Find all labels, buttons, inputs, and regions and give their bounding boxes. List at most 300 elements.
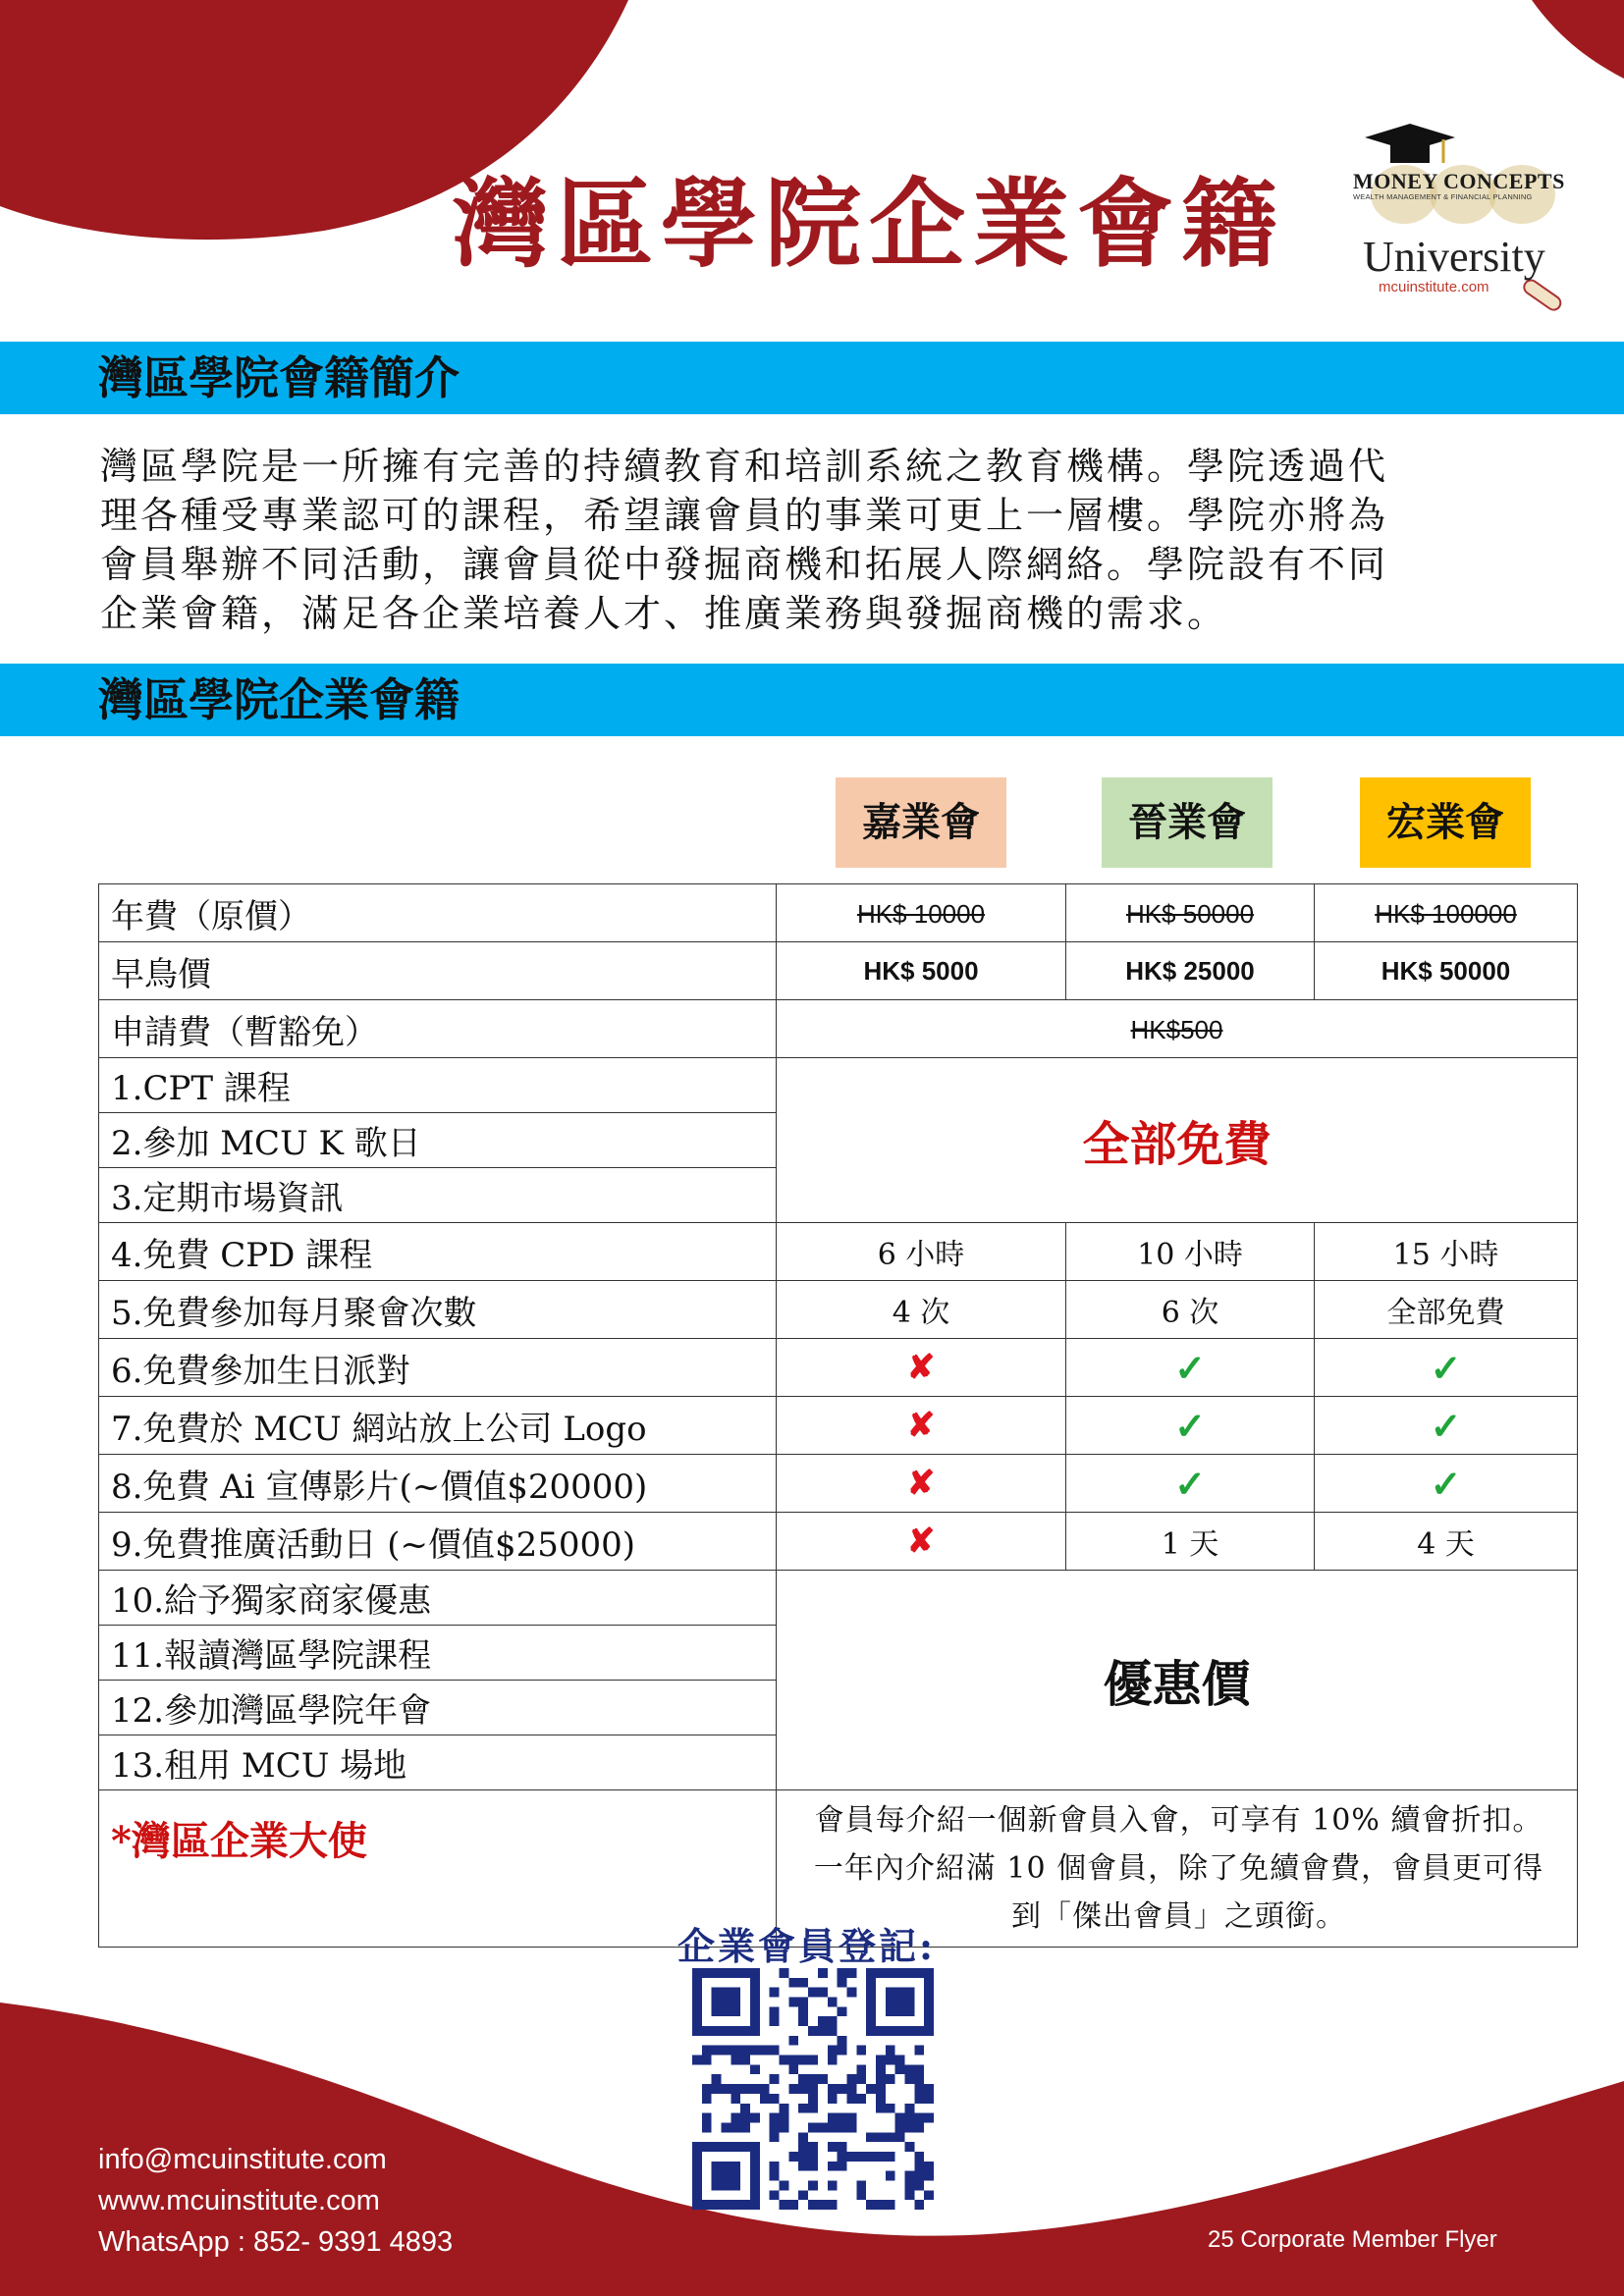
qr-module [808, 2122, 818, 2132]
qr-module [712, 2142, 722, 2152]
check-icon: ✓ [1430, 1345, 1462, 1390]
qr-module [808, 2084, 818, 2094]
qr-module [838, 2152, 847, 2162]
qr-module [838, 2046, 847, 2056]
qr-module [722, 2006, 731, 2016]
table-row [99, 1000, 1578, 1058]
qr-module [702, 2122, 712, 2132]
qr-module [846, 2094, 856, 2104]
qr-module [731, 2113, 740, 2123]
qr-module [712, 2171, 722, 2181]
qr-module [818, 1968, 828, 1978]
qr-module [731, 2171, 740, 2181]
qr-module [760, 2046, 770, 2056]
row-label: 11.報讀灣區學院課程 [99, 1626, 777, 1681]
qr-module [712, 2074, 722, 2084]
cpd-hours: 15 小時 [1315, 1223, 1578, 1281]
qr-module [886, 1988, 895, 1998]
tier-badge-jiaye: 嘉業會 [836, 777, 1006, 868]
table-row [99, 1571, 1578, 1626]
qr-module [914, 2113, 924, 2123]
qr-module [914, 2046, 924, 2056]
qr-module [846, 2084, 856, 2094]
qr-module [808, 2074, 818, 2084]
cpd-hours: 6 小時 [777, 1223, 1066, 1281]
qr-module [838, 2122, 847, 2132]
qr-module [750, 2142, 760, 2152]
row-label: 年費（原價） [99, 884, 777, 942]
footer-whatsapp: WhatsApp : 852- 9391 4893 [98, 2226, 454, 2258]
qr-module [692, 2006, 702, 2016]
registration-qr-code[interactable] [692, 1968, 934, 2210]
membership-comparison-table [98, 883, 1578, 1948]
qr-module [722, 2084, 731, 2094]
qr-module [904, 2026, 914, 2036]
qr-module [702, 2200, 712, 2210]
qr-module [886, 2046, 895, 2056]
row-label: 6.免費參加生日派對 [99, 1339, 777, 1397]
page-title: 灣區學院企業會籍 [452, 168, 1285, 281]
qr-module [712, 1998, 722, 2007]
row-label: 12.參加灣區學院年會 [99, 1681, 777, 1735]
qr-module [808, 2180, 818, 2190]
qr-module [692, 2026, 702, 2036]
qr-module [895, 2064, 905, 2074]
qr-module [866, 2084, 876, 2094]
qr-module [904, 1988, 914, 1998]
qr-module [828, 2026, 838, 2036]
qr-module [780, 1968, 789, 1978]
qr-module [876, 2132, 886, 2142]
logo-brand: MONEY CONCEPTS [1353, 169, 1565, 193]
qr-module [866, 1978, 876, 1988]
qr-module [788, 2152, 798, 2162]
promo-days: 1 天 [1066, 1513, 1315, 1571]
qr-module [788, 1998, 798, 2007]
qr-module [876, 2104, 886, 2113]
check-icon: ✓ [1174, 1461, 1206, 1506]
qr-module [702, 2046, 712, 2056]
annual-fee-value: HK$ 10000 [856, 898, 986, 929]
qr-module [770, 2162, 780, 2171]
qr-module [740, 2200, 750, 2210]
qr-module [750, 2190, 760, 2200]
qr-module [740, 2056, 750, 2065]
qr-module [866, 1988, 876, 1998]
qr-module [866, 2152, 876, 2162]
qr-module [712, 2006, 722, 2016]
qr-module [895, 1998, 905, 2007]
qr-module [780, 2113, 789, 2123]
registration-title: 企業會員登記: [677, 1924, 937, 1968]
qr-module [808, 2162, 818, 2171]
qr-module [740, 2104, 750, 2113]
qr-module [731, 2122, 740, 2132]
qr-module [770, 2006, 780, 2016]
annual-fee-value: HK$ 50000 [1125, 898, 1255, 929]
qr-module [808, 2104, 818, 2113]
qr-module [702, 2026, 712, 2036]
qr-module [798, 2190, 808, 2200]
qr-module [904, 2122, 914, 2132]
qr-module [876, 2094, 886, 2104]
qr-module [702, 2056, 712, 2065]
qr-module [788, 2056, 798, 2065]
qr-module [788, 2200, 798, 2210]
row-label: 5.免費參加每月聚會次數 [99, 1281, 777, 1339]
annual-fee-cell [1315, 884, 1578, 942]
table-row [99, 1397, 1578, 1455]
qr-module [692, 2016, 702, 2026]
row-label: 申請費（暫豁免） [99, 1000, 777, 1058]
qr-module [770, 2171, 780, 2181]
qr-module [712, 2162, 722, 2171]
qr-module [846, 2152, 856, 2162]
qr-module [740, 2142, 750, 2152]
qr-module [798, 2006, 808, 2016]
qr-module [876, 2074, 886, 2084]
qr-module [731, 1988, 740, 1998]
qr-module [904, 2190, 914, 2200]
qr-module [924, 1988, 934, 1998]
check-icon: ✓ [1174, 1345, 1206, 1390]
qr-module [856, 2074, 866, 2084]
qr-module [856, 2190, 866, 2200]
qr-module [702, 1968, 712, 1978]
qr-module [924, 2162, 934, 2171]
qr-module [731, 2084, 740, 2094]
qr-module [828, 2122, 838, 2132]
qr-module [712, 2046, 722, 2056]
qr-module [780, 2104, 789, 2113]
qr-module [712, 1968, 722, 1978]
qr-module [750, 2171, 760, 2181]
qr-module [722, 2200, 731, 2210]
qr-module [924, 1978, 934, 1988]
footer-website[interactable]: www.mcuinstitute.com [98, 2185, 380, 2216]
qr-module [886, 2074, 895, 2084]
row-label: 4.免費 CPD 課程 [99, 1223, 777, 1281]
qr-module [740, 2026, 750, 2036]
qr-module [750, 2046, 760, 2056]
row-label: 10.給予獨家商家優惠 [99, 1571, 777, 1626]
qr-module [866, 2026, 876, 2036]
gathering-count: 4 次 [777, 1281, 1066, 1339]
qr-module [731, 1998, 740, 2007]
qr-module [788, 2084, 798, 2094]
qr-module [808, 2026, 818, 2036]
qr-module [838, 1978, 847, 1988]
qr-module [838, 1968, 847, 1978]
qr-module [770, 2016, 780, 2026]
group1-value [777, 1058, 1578, 1223]
qr-module [798, 2132, 808, 2142]
qr-module [770, 2190, 780, 2200]
qr-module [866, 2016, 876, 2026]
all-free-text: 全部免費 [1082, 1117, 1272, 1172]
qr-module [828, 2113, 838, 2123]
row-label: 7.免費於 MCU 網站放上公司 Logo [99, 1397, 777, 1455]
qr-module [828, 2084, 838, 2094]
qr-module [914, 2200, 924, 2210]
qr-module [731, 1968, 740, 1978]
ambassador-label: *灣區企業大使 [111, 1818, 367, 1864]
qr-module [886, 2104, 895, 2113]
qr-module [798, 2056, 808, 2065]
table-row [99, 1223, 1578, 1281]
qr-module [886, 1968, 895, 1978]
qr-module [856, 2046, 866, 2056]
tier-badge-hongye: 宏業會 [1360, 777, 1531, 868]
qr-module [846, 2113, 856, 2123]
membership-heading: 灣區學院企業會籍 [98, 673, 460, 726]
qr-module [838, 2162, 847, 2171]
logo-tagline: WEALTH MANAGEMENT & FINANCIAL PLANNING [1353, 192, 1533, 201]
qr-module [788, 2036, 798, 2046]
qr-module [750, 1998, 760, 2007]
qr-module [924, 2094, 934, 2104]
qr-module [895, 2006, 905, 2016]
qr-module [702, 2084, 712, 2094]
qr-module [740, 2113, 750, 2123]
qr-module [828, 2200, 838, 2210]
qr-module [692, 2180, 702, 2190]
intro-line: 會員舉辦不同活動，讓會員從中發掘商機和拓展人際網絡。學院設有不同 [100, 543, 1389, 586]
qr-module [914, 2074, 924, 2084]
qr-module [750, 2200, 760, 2210]
qr-module [828, 2016, 838, 2026]
qr-module [702, 2113, 712, 2123]
top-right-corner [1532, 0, 1624, 79]
qr-module [808, 2142, 818, 2152]
qr-module [780, 2180, 789, 2190]
qr-module [731, 2026, 740, 2036]
qr-module [808, 2094, 818, 2104]
qr-module [731, 2200, 740, 2210]
qr-module [886, 2152, 895, 2162]
table-row [99, 1513, 1578, 1571]
qr-module [692, 2171, 702, 2181]
qr-module [692, 2142, 702, 2152]
qr-module [760, 2094, 770, 2104]
qr-module [866, 1998, 876, 2007]
qr-module [838, 2006, 847, 2016]
qr-module [886, 2006, 895, 2016]
logo-university: University [1363, 233, 1545, 281]
qr-module [798, 2152, 808, 2162]
qr-module [798, 2016, 808, 2026]
table-row [99, 942, 1578, 1000]
qr-module [914, 2180, 924, 2190]
qr-module [876, 2026, 886, 2036]
qr-module [904, 2006, 914, 2016]
qr-module [904, 2171, 914, 2181]
qr-module [838, 2142, 847, 2152]
early-bird-value: HK$ 5000 [777, 942, 1066, 1000]
qr-module [866, 2200, 876, 2210]
qr-module [750, 2152, 760, 2162]
row-label: 3.定期市場資訊 [99, 1168, 777, 1223]
qr-module [750, 1978, 760, 1988]
row-label: 2.參加 MCU K 歌日 [99, 1113, 777, 1168]
qr-module [828, 2094, 838, 2104]
qr-module [702, 2094, 712, 2104]
qr-module [818, 1988, 828, 1998]
graduation-cap-icon [1365, 124, 1455, 163]
qr-module [895, 2113, 905, 2123]
qr-module [886, 2026, 895, 2036]
qr-module [798, 2162, 808, 2171]
qr-module [750, 2180, 760, 2190]
qr-module [904, 2064, 914, 2074]
qr-module [692, 2056, 702, 2065]
qr-module [750, 2006, 760, 2016]
qr-module [692, 2190, 702, 2200]
intro-line: 理各種受專業認可的課程，希望讓會員的事業可更上一層樓。學院亦將為 [100, 494, 1389, 537]
qr-module [692, 1968, 702, 1978]
qr-module [914, 2064, 924, 2074]
qr-module [692, 1998, 702, 2007]
qr-module [828, 2162, 838, 2171]
qr-module [780, 2200, 789, 2210]
qr-module [731, 2046, 740, 2056]
qr-module [856, 2152, 866, 2162]
qr-module [712, 2084, 722, 2094]
qr-module [780, 2056, 789, 2065]
qr-module [904, 1998, 914, 2007]
early-bird-value: HK$ 50000 [1315, 942, 1578, 1000]
cross-icon: ✘ [906, 1406, 936, 1445]
diploma-icon [1522, 278, 1563, 313]
intro-heading: 灣區學院會籍簡介 [98, 351, 460, 404]
check-icon: ✓ [1430, 1403, 1462, 1448]
qr-module [866, 2132, 876, 2142]
qr-module [846, 1988, 856, 1998]
tier-badge-jinye: 晉業會 [1102, 777, 1272, 868]
intro-line: 企業會籍，滿足各企業培養人才、推廣業務與發掘商機的需求。 [100, 592, 1228, 635]
qr-module [722, 1998, 731, 2007]
qr-module [750, 2084, 760, 2094]
qr-module [895, 2026, 905, 2036]
qr-module [770, 2132, 780, 2142]
qr-module [914, 2094, 924, 2104]
qr-module [818, 2200, 828, 2210]
qr-module [924, 2016, 934, 2026]
qr-module [760, 2084, 770, 2094]
footer-email[interactable]: info@mcuinstitute.com [98, 2144, 387, 2175]
qr-module [722, 2171, 731, 2181]
qr-module [876, 2084, 886, 2094]
row-label: 1.CPT 課程 [99, 1058, 777, 1113]
intro-paragraph [100, 442, 1524, 638]
qr-module [780, 2122, 789, 2132]
qr-module [838, 2084, 847, 2094]
flyer-code: 25 Corporate Member Flyer [1208, 2226, 1497, 2253]
qr-module [808, 2200, 818, 2210]
logo-graphic [1345, 116, 1581, 332]
qr-module [750, 2162, 760, 2171]
qr-module [712, 1988, 722, 1998]
mcu-logo [1345, 116, 1581, 332]
qr-module [914, 1968, 924, 1978]
qr-module [924, 1998, 934, 2007]
qr-module [866, 1968, 876, 1978]
qr-module [846, 2074, 856, 2084]
qr-module [876, 2152, 886, 2162]
logo-site: mcuinstitute.com [1379, 279, 1489, 295]
qr-module [788, 1978, 798, 1988]
qr-module [798, 2084, 808, 2094]
qr-module [895, 2122, 905, 2132]
qr-module [886, 2132, 895, 2142]
qr-module [818, 2074, 828, 2084]
qr-module [904, 1968, 914, 1978]
row-label: 13.租用 MCU 場地 [99, 1735, 777, 1790]
group2-value [777, 1571, 1578, 1790]
annual-fee-value: HK$ 100000 [1375, 898, 1517, 929]
qr-module [886, 2056, 895, 2065]
qr-module [731, 2142, 740, 2152]
qr-module [828, 2056, 838, 2065]
qr-module [750, 1988, 760, 1998]
table-row [99, 1281, 1578, 1339]
qr-module [856, 2180, 866, 2190]
qr-module [722, 2162, 731, 2171]
qr-module [770, 2094, 780, 2104]
qr-module [722, 1968, 731, 1978]
qr-module [740, 2084, 750, 2094]
row-label: 9.免費推廣活動日 (~價值$25000) [99, 1513, 777, 1571]
qr-module [924, 2084, 934, 2094]
cpd-hours: 10 小時 [1066, 1223, 1315, 1281]
qr-module [798, 2104, 808, 2113]
qr-module [750, 1968, 760, 1978]
qr-module [876, 2200, 886, 2210]
qr-module [895, 2132, 905, 2142]
qr-module [876, 1968, 886, 1978]
qr-module [866, 2006, 876, 2016]
qr-module [712, 2026, 722, 2036]
qr-module [712, 2200, 722, 2210]
qr-module [770, 2074, 780, 2084]
row-label: 8.免費 Ai 宣傳影片(~價值$20000) [99, 1455, 777, 1513]
qr-module [886, 2200, 895, 2210]
qr-module [924, 2006, 934, 2016]
qr-module [712, 2180, 722, 2190]
qr-module [750, 2113, 760, 2123]
qr-module [740, 2046, 750, 2056]
cross-icon: ✘ [906, 1464, 936, 1503]
qr-module [722, 1988, 731, 1998]
qr-module [846, 1968, 856, 1978]
qr-module [914, 2122, 924, 2132]
qr-module [692, 2200, 702, 2210]
qr-module [828, 2142, 838, 2152]
qr-module [731, 2056, 740, 2065]
qr-module [914, 2171, 924, 2181]
qr-module [798, 2142, 808, 2152]
qr-module [702, 2142, 712, 2152]
qr-module [722, 2046, 731, 2056]
qr-module [838, 2113, 847, 2123]
qr-module [914, 2084, 924, 2094]
qr-module [788, 2064, 798, 2074]
qr-module [692, 1988, 702, 1998]
qr-module [876, 2056, 886, 2065]
qr-module [731, 2094, 740, 2104]
ambassador-line: 一年內介紹滿 10 個會員，除了免續會費，會員更可得 [813, 1851, 1544, 1886]
qr-module [692, 1978, 702, 1988]
